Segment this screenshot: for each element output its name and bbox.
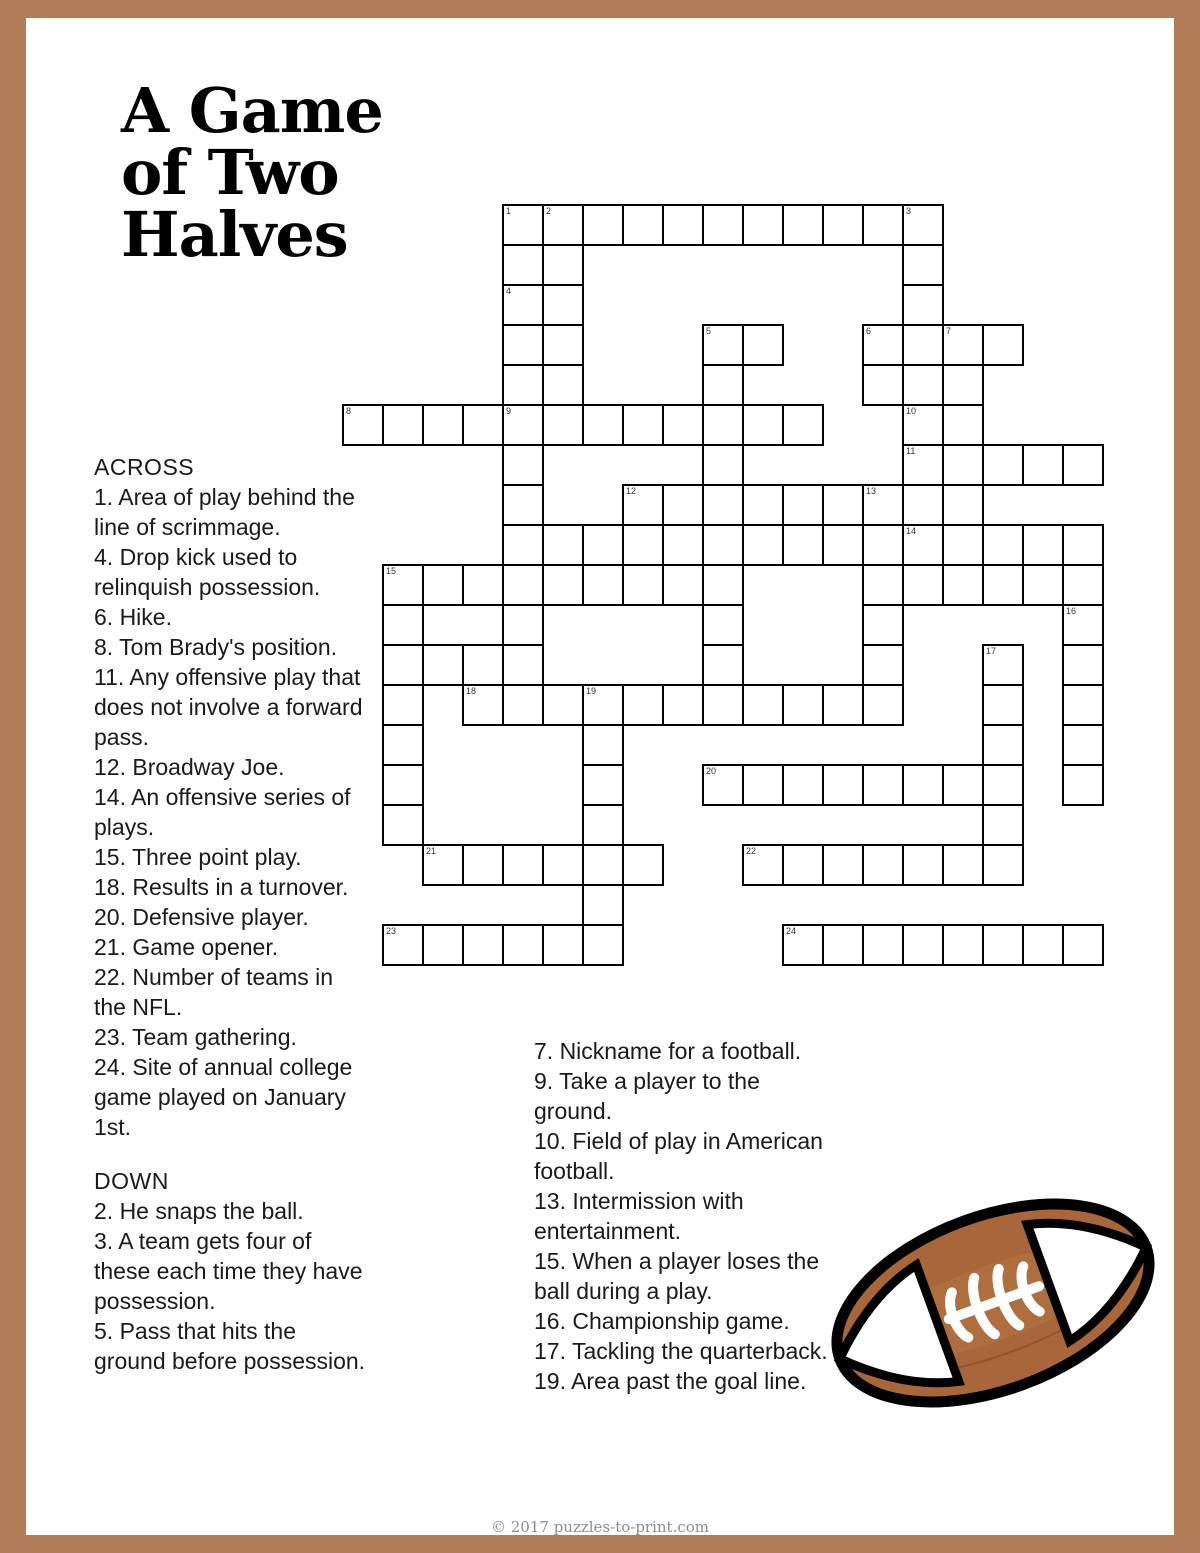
- grid-cell[interactable]: [1062, 644, 1104, 686]
- grid-cell[interactable]: [502, 404, 544, 446]
- grid-cell[interactable]: [622, 524, 664, 566]
- grid-cell[interactable]: [942, 484, 984, 526]
- grid-cell[interactable]: [582, 924, 624, 966]
- grid-cell[interactable]: [862, 684, 904, 726]
- grid-cell[interactable]: [782, 524, 824, 566]
- grid-cell[interactable]: [902, 284, 944, 326]
- grid-cell[interactable]: [1062, 444, 1104, 486]
- cell-number: 11: [906, 446, 916, 456]
- grid-cell[interactable]: [982, 804, 1024, 846]
- grid-cell[interactable]: [582, 204, 624, 246]
- grid-cell[interactable]: [862, 644, 904, 686]
- grid-cell[interactable]: [502, 364, 544, 406]
- across-clue: 8. Tom Brady's position.: [94, 634, 338, 660]
- grid-cell[interactable]: [622, 684, 664, 726]
- grid-cell[interactable]: [782, 484, 824, 526]
- across-clue: 24. Site of annual college game played on January 1st.: [94, 1054, 353, 1140]
- down-clue: 5. Pass that hits the ground before possession.: [94, 1318, 366, 1374]
- across-clue: 14. An offensive series of plays.: [94, 784, 351, 840]
- grid-cell[interactable]: [902, 764, 944, 806]
- grid-cell[interactable]: [702, 564, 744, 606]
- grid-cell[interactable]: [982, 684, 1024, 726]
- grid-cell[interactable]: [582, 524, 624, 566]
- grid-cell[interactable]: [982, 564, 1024, 606]
- grid-cell[interactable]: [742, 404, 784, 446]
- cell-number: 4: [506, 286, 512, 296]
- grid-cell[interactable]: [982, 444, 1024, 486]
- title-line-2: of Two: [121, 136, 339, 209]
- cell-number: 1: [506, 206, 512, 216]
- grid-cell[interactable]: [662, 484, 704, 526]
- grid-cell[interactable]: [982, 524, 1024, 566]
- grid-cell[interactable]: [502, 564, 544, 606]
- cell-number: 9: [506, 406, 512, 416]
- grid-cell[interactable]: [542, 324, 584, 366]
- grid-cell[interactable]: [822, 524, 864, 566]
- grid-cell[interactable]: [582, 724, 624, 766]
- grid-cell[interactable]: [942, 324, 984, 366]
- clue-column-left: [94, 452, 369, 1376]
- cell-number: 5: [706, 326, 712, 336]
- grid-cell[interactable]: [462, 644, 504, 686]
- grid-cell[interactable]: [742, 324, 784, 366]
- grid-cell[interactable]: [502, 924, 544, 966]
- across-clue: 15. Three point play.: [94, 844, 302, 870]
- grid-cell[interactable]: [542, 284, 584, 326]
- grid-cell[interactable]: [382, 644, 424, 686]
- grid-cell[interactable]: [862, 604, 904, 646]
- grid-cell[interactable]: [902, 444, 944, 486]
- grid-cell[interactable]: [622, 844, 664, 886]
- title-line-3: Halves: [121, 198, 348, 271]
- grid-cell[interactable]: [582, 564, 624, 606]
- grid-cell[interactable]: [702, 524, 744, 566]
- grid-cell[interactable]: [742, 524, 784, 566]
- grid-cell[interactable]: [462, 404, 504, 446]
- grid-cell[interactable]: [1022, 524, 1064, 566]
- cell-number: 17: [986, 646, 997, 656]
- grid-cell[interactable]: [702, 404, 744, 446]
- across-clue: 12. Broadway Joe.: [94, 754, 285, 780]
- grid-cell[interactable]: [982, 724, 1024, 766]
- paper-sheet: [26, 18, 1174, 1535]
- cell-number: 13: [866, 486, 877, 496]
- grid-cell[interactable]: [382, 804, 424, 846]
- grid-cell[interactable]: [702, 484, 744, 526]
- cell-number: 12: [626, 486, 637, 496]
- grid-cell[interactable]: [942, 564, 984, 606]
- across-clue: 6. Hike.: [94, 604, 172, 630]
- grid-cell[interactable]: [982, 324, 1024, 366]
- grid-cell[interactable]: [582, 804, 624, 846]
- grid-cell[interactable]: [542, 364, 584, 406]
- copyright-footer: © 2017 puzzles-to-print.com: [490, 1518, 710, 1536]
- grid-cell[interactable]: [1062, 924, 1104, 966]
- grid-cell[interactable]: [382, 724, 424, 766]
- grid-cell[interactable]: [382, 404, 424, 446]
- grid-cell[interactable]: [462, 684, 504, 726]
- grid-cell[interactable]: [862, 524, 904, 566]
- grid-cell[interactable]: [622, 484, 664, 526]
- grid-cell[interactable]: [902, 924, 944, 966]
- grid-cell[interactable]: [382, 684, 424, 726]
- cell-number: 14: [906, 526, 917, 536]
- grid-cell[interactable]: [862, 204, 904, 246]
- grid-cell[interactable]: [542, 404, 584, 446]
- cell-number: 18: [466, 686, 477, 696]
- grid-cell[interactable]: [902, 204, 944, 246]
- grid-cell[interactable]: [782, 924, 824, 966]
- grid-cell[interactable]: [1062, 564, 1104, 606]
- across-clue: 21. Game opener.: [94, 934, 279, 960]
- grid-cell[interactable]: [382, 604, 424, 646]
- grid-cell[interactable]: [502, 604, 544, 646]
- clue-column-right: [534, 1036, 834, 1396]
- grid-cell[interactable]: [862, 364, 904, 406]
- grid-cell[interactable]: [742, 204, 784, 246]
- grid-cell[interactable]: [502, 524, 544, 566]
- down-clue: 2. He snaps the ball.: [94, 1198, 304, 1224]
- grid-cell[interactable]: [1022, 444, 1064, 486]
- grid-cell[interactable]: [902, 844, 944, 886]
- cell-number: 20: [706, 766, 717, 776]
- grid-cell[interactable]: [582, 684, 624, 726]
- grid-cell[interactable]: [942, 924, 984, 966]
- cell-number: 15: [386, 566, 397, 576]
- grid-cell[interactable]: [782, 844, 824, 886]
- grid-cell[interactable]: [902, 564, 944, 606]
- grid-cell[interactable]: [662, 684, 704, 726]
- down-clue: 13. Intermission with entertainment.: [534, 1188, 744, 1244]
- down-clue: 15. When a player loses the ball during a play.: [534, 1248, 820, 1304]
- grid-cell[interactable]: [342, 404, 384, 446]
- grid-cell[interactable]: [702, 204, 744, 246]
- grid-cell[interactable]: [782, 684, 824, 726]
- grid-cell[interactable]: [662, 404, 704, 446]
- down-heading: DOWN: [94, 1168, 169, 1194]
- cell-number: 23: [386, 926, 397, 936]
- grid-cell[interactable]: [742, 764, 784, 806]
- grid-cell[interactable]: [582, 404, 624, 446]
- grid-cell[interactable]: [502, 684, 544, 726]
- grid-cell[interactable]: [1062, 524, 1104, 566]
- grid-cell[interactable]: [942, 844, 984, 886]
- grid-cell[interactable]: [582, 884, 624, 926]
- across-clue: 1. Area of play behind the line of scrimmage.: [94, 484, 355, 540]
- grid-cell[interactable]: [862, 564, 904, 606]
- down-clue: 9. Take a player to the ground.: [534, 1068, 760, 1124]
- grid-cell[interactable]: [622, 204, 664, 246]
- grid-cell[interactable]: [982, 924, 1024, 966]
- grid-cell[interactable]: [902, 404, 944, 446]
- down-clue: 16. Championship game.: [534, 1308, 790, 1334]
- grid-cell[interactable]: [502, 484, 544, 526]
- grid-cell[interactable]: [942, 404, 984, 446]
- cell-number: 24: [786, 926, 797, 936]
- football-illustration: [816, 1153, 1171, 1453]
- cell-number: 2: [546, 206, 552, 216]
- down-clue: 19. Area past the goal line.: [534, 1368, 807, 1394]
- cell-number: 3: [906, 206, 912, 216]
- grid-cell[interactable]: [982, 644, 1024, 686]
- down-clue-list-part1: [94, 1196, 369, 1376]
- grid-cell[interactable]: [702, 764, 744, 806]
- grid-cell[interactable]: [942, 364, 984, 406]
- grid-cell[interactable]: [702, 644, 744, 686]
- grid-cell[interactable]: [902, 244, 944, 286]
- grid-cell[interactable]: [502, 844, 544, 886]
- grid-cell[interactable]: [422, 924, 464, 966]
- grid-cell[interactable]: [542, 204, 584, 246]
- grid-cell[interactable]: [942, 764, 984, 806]
- grid-cell[interactable]: [702, 324, 744, 366]
- grid-cell[interactable]: [502, 204, 544, 246]
- grid-cell[interactable]: [902, 484, 944, 526]
- grid-cell[interactable]: [942, 444, 984, 486]
- grid-cell[interactable]: [982, 764, 1024, 806]
- grid-cell[interactable]: [462, 844, 504, 886]
- grid-cell[interactable]: [822, 764, 864, 806]
- down-clue: 17. Tackling the quarterback.: [534, 1338, 828, 1364]
- title-line-1: A Game: [121, 74, 383, 147]
- grid-cell[interactable]: [422, 644, 464, 686]
- grid-cell[interactable]: [702, 684, 744, 726]
- grid-cell[interactable]: [382, 564, 424, 606]
- grid-cell[interactable]: [542, 924, 584, 966]
- grid-cell[interactable]: [902, 324, 944, 366]
- cell-number: 6: [866, 326, 872, 336]
- grid-cell[interactable]: [942, 524, 984, 566]
- grid-cell[interactable]: [382, 924, 424, 966]
- grid-cell[interactable]: [742, 484, 784, 526]
- grid-cell[interactable]: [822, 924, 864, 966]
- across-clue: 22. Number of teams in the NFL.: [94, 964, 334, 1020]
- across-clue: 4. Drop kick used to relinquish possession.: [94, 544, 321, 600]
- cell-number: 22: [746, 846, 757, 856]
- grid-cell[interactable]: [822, 684, 864, 726]
- grid-cell[interactable]: [742, 684, 784, 726]
- across-clue-list: [94, 482, 369, 1142]
- grid-cell[interactable]: [462, 564, 504, 606]
- grid-cell[interactable]: [982, 844, 1024, 886]
- grid-cell[interactable]: [502, 444, 544, 486]
- grid-cell[interactable]: [542, 244, 584, 286]
- cell-number: 10: [906, 406, 917, 416]
- grid-cell[interactable]: [1062, 764, 1104, 806]
- grid-cell[interactable]: [782, 404, 824, 446]
- grid-cell[interactable]: [422, 404, 464, 446]
- across-clue: 11. Any offensive play that does not involve a forward pass.: [94, 664, 363, 750]
- grid-cell[interactable]: [822, 484, 864, 526]
- grid-cell[interactable]: [862, 924, 904, 966]
- grid-cell[interactable]: [662, 524, 704, 566]
- grid-cell[interactable]: [862, 484, 904, 526]
- grid-cell[interactable]: [502, 284, 544, 326]
- grid-cell[interactable]: [622, 564, 664, 606]
- grid-cell[interactable]: [822, 844, 864, 886]
- down-clue: 7. Nickname for a football.: [534, 1038, 802, 1064]
- grid-cell[interactable]: [702, 444, 744, 486]
- grid-cell[interactable]: [662, 204, 704, 246]
- grid-cell[interactable]: [422, 564, 464, 606]
- grid-cell[interactable]: [822, 204, 864, 246]
- page-title: [121, 74, 451, 271]
- grid-cell[interactable]: [902, 524, 944, 566]
- grid-cell[interactable]: [382, 764, 424, 806]
- grid-cell[interactable]: [702, 364, 744, 406]
- down-clue-list-part2: [534, 1036, 834, 1396]
- grid-cell[interactable]: [542, 684, 584, 726]
- grid-cell[interactable]: [502, 644, 544, 686]
- cell-number: 8: [346, 406, 352, 416]
- grid-cell[interactable]: [462, 924, 504, 966]
- grid-cell[interactable]: [862, 844, 904, 886]
- across-clue: 18. Results in a turnover.: [94, 874, 349, 900]
- grid-cell[interactable]: [782, 764, 824, 806]
- across-clue: 23. Team gathering.: [94, 1024, 297, 1050]
- grid-cell[interactable]: [1062, 724, 1104, 766]
- down-clue: 10. Field of play in American football.: [534, 1128, 823, 1184]
- grid-cell[interactable]: [742, 844, 784, 886]
- grid-cell[interactable]: [1062, 604, 1104, 646]
- grid-cell[interactable]: [1022, 564, 1064, 606]
- grid-cell[interactable]: [582, 764, 624, 806]
- grid-cell[interactable]: [542, 524, 584, 566]
- grid-cell[interactable]: [1022, 924, 1064, 966]
- grid-cell[interactable]: [1062, 684, 1104, 726]
- grid-cell[interactable]: [422, 844, 464, 886]
- grid-cell[interactable]: [582, 844, 624, 886]
- grid-cell[interactable]: [902, 364, 944, 406]
- grid-cell[interactable]: [862, 324, 904, 366]
- down-clue: 3. A team gets four of these each time they have possession.: [94, 1228, 363, 1314]
- cell-number: 16: [1066, 606, 1077, 616]
- clue-spacer: [94, 1142, 369, 1166]
- grid-cell[interactable]: [862, 764, 904, 806]
- grid-cell[interactable]: [662, 564, 704, 606]
- cell-number: 21: [426, 846, 437, 856]
- grid-cell[interactable]: [502, 244, 544, 286]
- cell-number: 7: [946, 326, 952, 336]
- across-heading: ACROSS: [94, 454, 195, 480]
- grid-cell[interactable]: [782, 204, 824, 246]
- across-clue: 20. Defensive player.: [94, 904, 309, 930]
- grid-cell[interactable]: [502, 324, 544, 366]
- grid-cell[interactable]: [542, 564, 584, 606]
- cell-number: 19: [586, 686, 597, 696]
- grid-cell[interactable]: [702, 604, 744, 646]
- grid-cell[interactable]: [542, 844, 584, 886]
- grid-cell[interactable]: [622, 404, 664, 446]
